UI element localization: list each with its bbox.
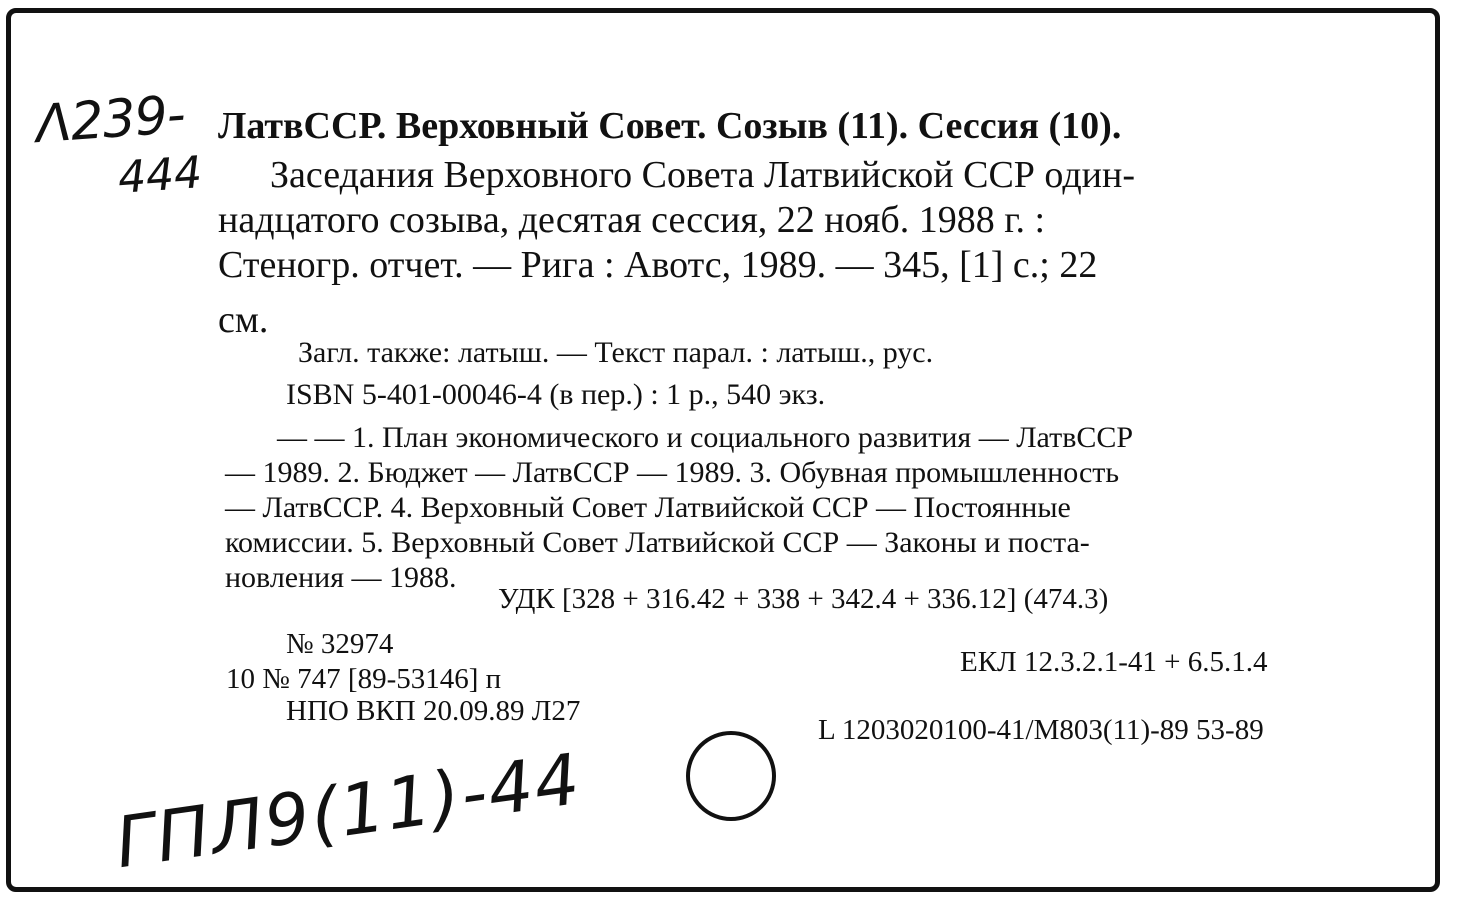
subject-line-1: — — 1. План экономического и социального развития — ЛатвССР <box>277 421 1134 454</box>
l-code: L 1203020100-41/M803(11)-89 53-89 <box>818 714 1264 746</box>
entry-heading <box>218 104 1380 148</box>
entry-line-5: см. <box>218 299 269 341</box>
handwritten-shelf-mark-footer: ГПЛ9(11)-44 <box>110 737 587 885</box>
handwritten-shelf-mark-top: Λ239- <box>34 84 187 156</box>
handwritten-shelf-mark-bottom: 444 <box>116 147 204 204</box>
npo-line: НПО ВКП 20.09.89 Л27 <box>286 695 581 727</box>
card-number: № 32974 <box>286 628 394 660</box>
udk-code: УДК [328 + 316.42 + 338 + 342.4 + 336.12] (474.3) <box>498 583 1109 615</box>
subject-line-4: комиссии. 5. Верховный Совет Латвийской ССР — Законы и поста- <box>225 526 1090 559</box>
entry-heading-text: ЛатвССР. Верховный Совет. Созыв (11). Сессия (10). <box>218 105 1122 147</box>
punch-hole <box>686 731 776 821</box>
ekl-code: ЕКЛ 12.3.2.1-41 + 6.5.1.4 <box>960 646 1268 678</box>
title-note: Загл. также: латыш. — Текст парал. : латыш., рус. <box>298 336 934 369</box>
entry-line-2: Заседания Верховного Совета Латвийской ССР один- <box>270 154 1136 196</box>
print-number: 10 № 747 [89-53146] п <box>226 663 502 695</box>
subject-line-3: — ЛатвССР. 4. Верховный Совет Латвийской ССР — Постоянные <box>225 491 1071 524</box>
subject-line-5: новления — 1988. <box>225 561 457 594</box>
entry-line-3: надцатого созыва, десятая сессия, 22 нояб. 1988 г. : <box>218 199 1046 241</box>
entry-line-4: Стеногр. отчет. — Рига : Авотс, 1989. — 345, [1] с.; 22 <box>218 244 1098 286</box>
subject-line-2: — 1989. 2. Бюджет — ЛатвССР — 1989. 3. Обувная промышленность <box>225 456 1120 489</box>
isbn-line: ISBN 5-401-00046-4 (в пер.) : 1 р., 540 экз. <box>286 378 826 411</box>
